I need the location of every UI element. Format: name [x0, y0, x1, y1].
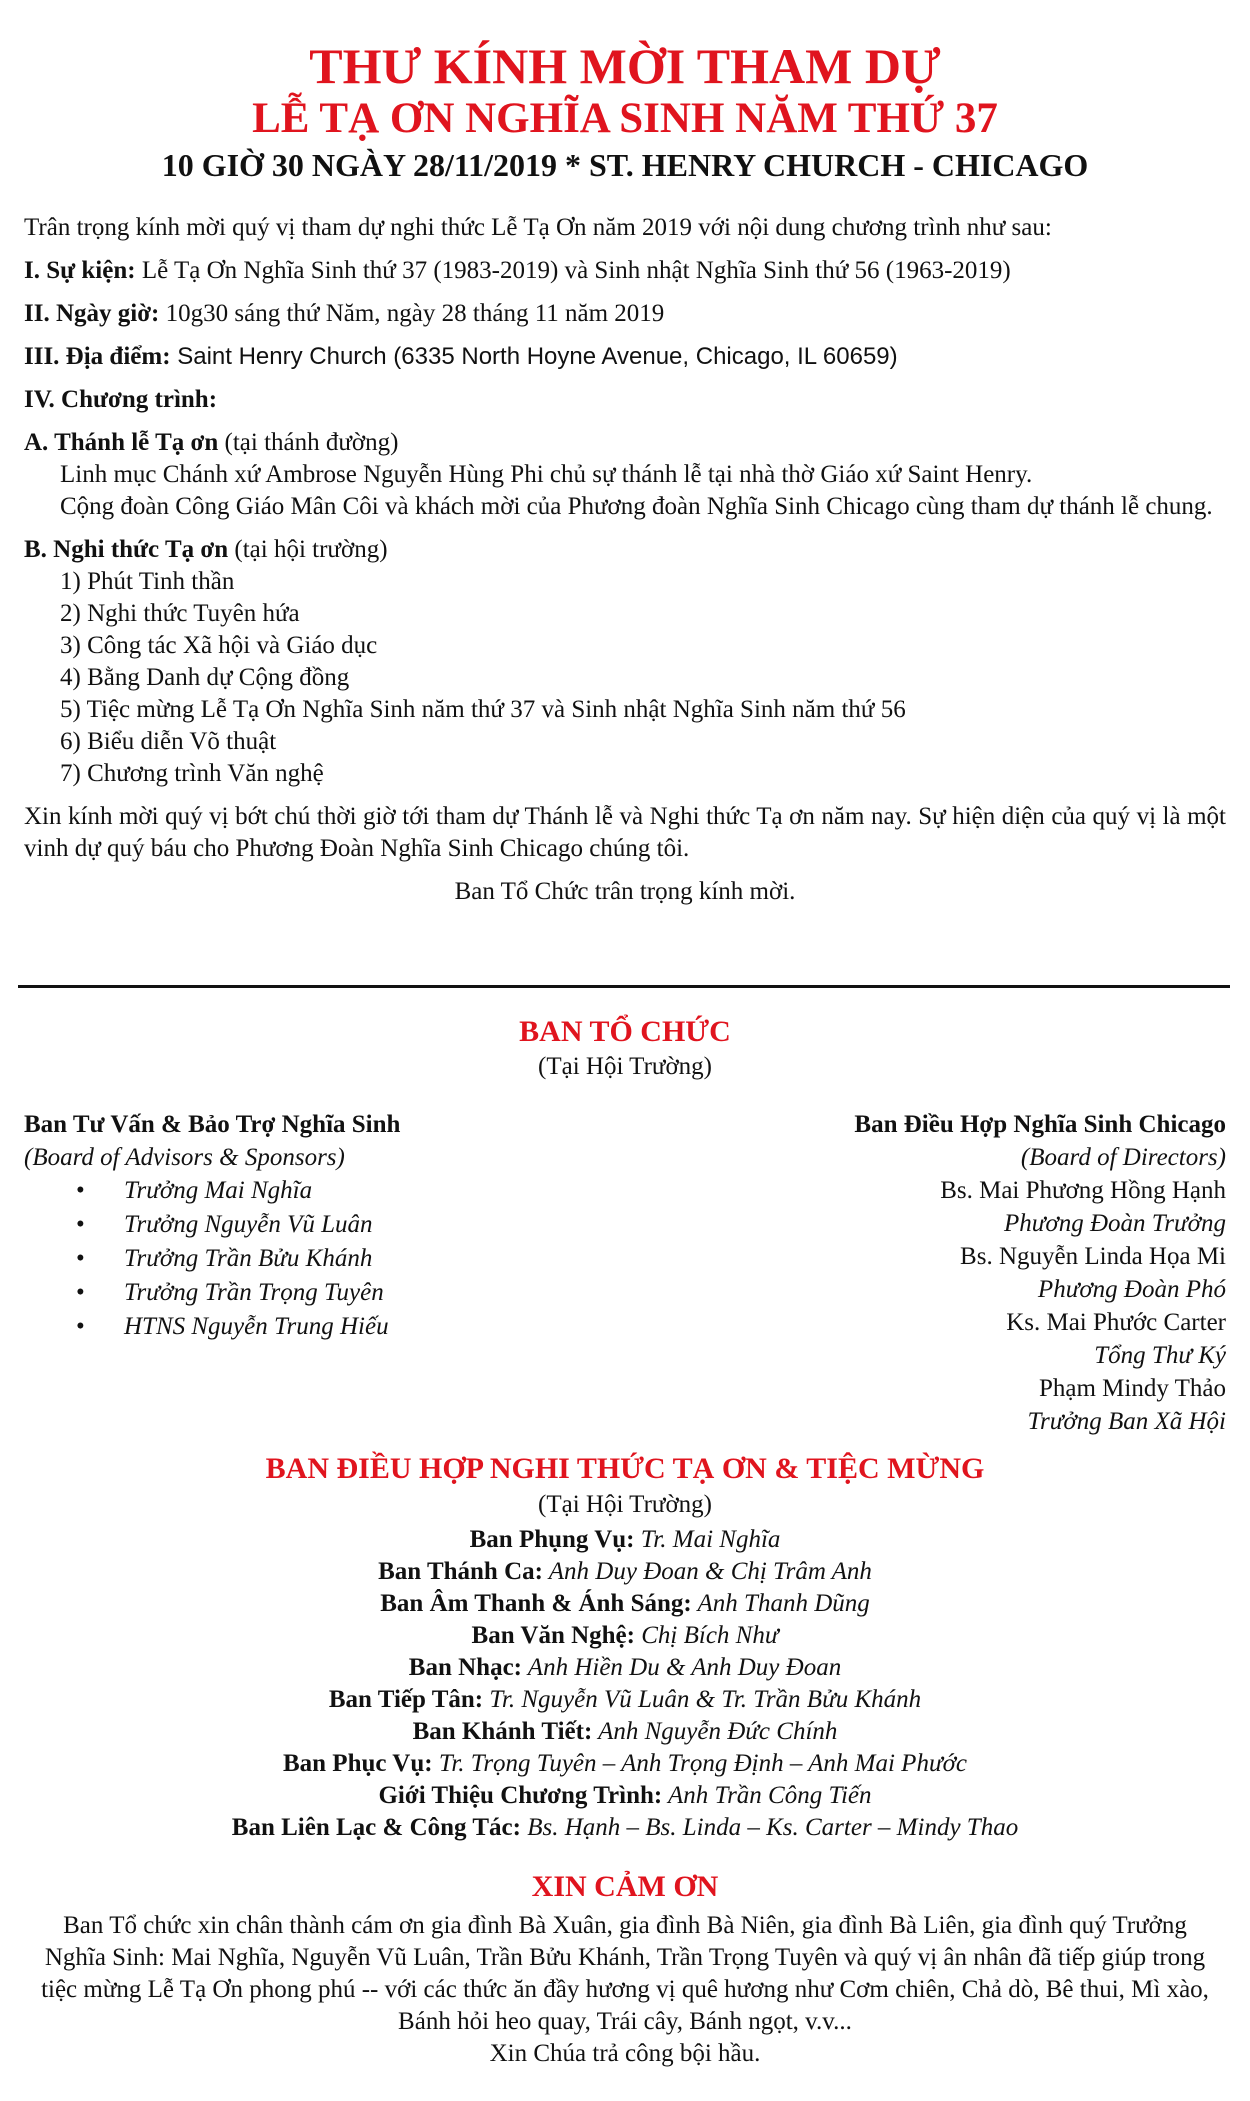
role-value: Tr. Nguyễn Vũ Luân & Tr. Trần Bửu Khánh — [483, 1686, 922, 1713]
section-a-line1: Linh mục Chánh xứ Ambrose Nguyễn Hùng Phi chủ sự thánh lễ tại nhà thờ Giáo xứ Saint Henry. — [60, 461, 1033, 488]
director-name: Bs. Nguyễn Linda Họa Mi — [960, 1243, 1226, 1270]
program-item: 5) Tiệc mừng Lễ Tạ Ơn Nghĩa Sinh năm thứ 37 và Sinh nhật Nghĩa Sinh năm thứ 56 — [60, 696, 906, 723]
role-line — [0, 1684, 1250, 1716]
role-value: Chị Bích Như — [634, 1622, 779, 1649]
role-label: Ban Thánh Ca: — [378, 1558, 543, 1585]
list-item: • Trưởng Mai Nghĩa — [24, 1174, 584, 1208]
location-text: Saint Henry Church (6335 North Hoyne Avenue, Chicago, IL 60659) — [170, 343, 898, 370]
role-value: Anh Thanh Dũng — [691, 1590, 870, 1617]
director-role: Trưởng Ban Xã Hội — [1027, 1408, 1226, 1435]
directors-heading: Ban Điều Hợp Nghĩa Sinh Chicago — [854, 1111, 1226, 1138]
location-line — [24, 341, 1226, 373]
director-role: Phương Đoàn Phó — [1037, 1276, 1226, 1303]
section-b-heading — [24, 534, 1226, 566]
section-b-label: B. Nghi thức Tạ ơn — [24, 536, 229, 563]
location-label: III. Địa điểm: — [24, 343, 171, 370]
datetime-line — [24, 298, 1226, 330]
role-line — [0, 1652, 1250, 1684]
director-role: Tổng Thư Ký — [1094, 1342, 1226, 1369]
role-label: Ban Tiếp Tân: — [328, 1686, 484, 1713]
role-line — [0, 1780, 1250, 1812]
role-line — [0, 1556, 1250, 1588]
program-item: 7) Chương trình Văn nghệ — [60, 760, 324, 787]
section-divider — [18, 985, 1230, 988]
role-value: Anh Trần Công Tiến — [662, 1782, 872, 1809]
role-line — [0, 1588, 1250, 1620]
role-line — [0, 1620, 1250, 1652]
directors-column — [666, 1108, 1226, 1438]
role-label: Ban Nhạc: — [408, 1654, 522, 1681]
section-b-place: (tại hội trường) — [228, 536, 388, 563]
list-item: • Trưởng Trần Bửu Khánh — [24, 1242, 584, 1276]
role-line — [0, 1748, 1250, 1780]
role-label: Ban Liên Lạc & Công Tác: — [231, 1814, 521, 1841]
advisors-heading: Ban Tư Vấn & Bảo Trợ Nghĩa Sinh — [24, 1111, 401, 1138]
title-invitation: THƯ KÍNH MỜI THAM DỰ — [309, 38, 941, 94]
title-datetime-location: 10 GIỜ 30 NGÀY 28/11/2019 * ST. HENRY CHURCH - CHICAGO — [161, 147, 1089, 183]
organizers-title: BAN TỔ CHỨC — [519, 1015, 731, 1048]
role-label: Giới Thiệu Chương Trình: — [378, 1782, 663, 1809]
datetime-text: 10g30 sáng thứ Năm, ngày 28 tháng 11 năm 2019 — [159, 300, 665, 327]
program-item: 4) Bằng Danh dự Cộng đồng — [60, 664, 350, 691]
section-a-line2: Cộng đoàn Công Giáo Mân Côi và khách mời của Phương đoàn Nghĩa Sinh Chicago cùng tham dự thánh lễ chung. — [60, 493, 1213, 520]
role-value: Anh Nguyễn Đức Chính — [592, 1718, 838, 1745]
role-line — [0, 1716, 1250, 1748]
intro-text: Trân trọng kính mời quý vị tham dự nghi thức Lễ Tạ Ơn năm 2019 với nội dung chương trình như sau: — [24, 214, 1052, 241]
thanks-title: XIN CẢM ƠN — [531, 1870, 719, 1903]
role-label: Ban Âm Thanh & Ánh Sáng: — [380, 1590, 692, 1617]
director-role: Phương Đoàn Trưởng — [1003, 1210, 1226, 1237]
role-label: Ban Khánh Tiết: — [412, 1718, 593, 1745]
title-event: LỄ TẠ ƠN NGHĨA SINH NĂM THỨ 37 — [252, 95, 998, 142]
ceremony-title: BAN ĐIỀU HỢP NGHI THỨC TẠ ƠN & TIỆC MỪNG — [265, 1452, 985, 1485]
role-label: Ban Phụng Vụ: — [469, 1526, 635, 1553]
ceremony-subtitle: (Tại Hội Trường) — [538, 1491, 712, 1518]
role-value: Tr. Mai Nghĩa — [634, 1526, 781, 1553]
program-item: 1) Phút Tinh thần — [60, 568, 235, 595]
director-name: Phạm Mindy Thảo — [1038, 1375, 1226, 1402]
thanks-text: Ban Tổ chức xin chân thành cám ơn gia đình Bà Xuân, gia đình Bà Niên, gia đình Bà Liên, gia đình quý Trưởng Nghĩa Sinh: Mai Nghĩa, Nguyễn Vũ Luân, Trần Bửu Khánh, Trần Trọng Tuyên và quý vị ân nhân đã tiếp giúp trong tiệc mừng Lễ Tạ Ơn phong phú -- với các thức ăn đầy hương vị quê hương như Cơm chiên, Chả dò, Bê thui, Mì xào, Bánh hỏi heo quay, Trái cây, Bánh ngọt, v.v... — [41, 1912, 1209, 2035]
role-line — [0, 1812, 1250, 1844]
directors-subheading: (Board of Directors) — [1020, 1144, 1226, 1171]
thanks-body — [30, 1910, 1220, 2070]
role-value: Bs. Hạnh – Bs. Linda – Ks. Carter – Mindy Thao — [520, 1814, 1019, 1841]
role-line — [0, 1524, 1250, 1556]
event-text: Lễ Tạ Ơn Nghĩa Sinh thứ 37 (1983-2019) và Sinh nhật Nghĩa Sinh thứ 56 (1963-2019) — [135, 257, 1011, 284]
datetime-label: II. Ngày giờ: — [24, 300, 160, 327]
list-item: • Trưởng Nguyễn Vũ Luân — [24, 1208, 584, 1242]
event-line — [24, 255, 1226, 287]
list-item: • HTNS Nguyễn Trung Hiếu — [24, 1310, 584, 1344]
director-name: Ks. Mai Phước Carter — [1006, 1309, 1226, 1336]
section-a-label: A. Thánh lễ Tạ ơn — [24, 429, 219, 456]
role-value: Anh Duy Đoan & Chị Trâm Anh — [542, 1558, 872, 1585]
program-label: IV. Chương trình: — [24, 386, 218, 413]
list-item: • Trưởng Trần Trọng Tuyên — [24, 1276, 584, 1310]
role-value: Anh Hiền Du & Anh Duy Đoan — [522, 1654, 842, 1681]
ceremony-roles — [0, 1524, 1250, 1844]
signoff-text: Ban Tổ Chức trân trọng kính mời. — [454, 878, 796, 905]
role-value: Tr. Trọng Tuyên – Anh Trọng Định – Anh Mai Phước — [432, 1750, 968, 1777]
program-item: 3) Công tác Xã hội và Giáo dục — [60, 632, 378, 659]
invitation-body — [24, 212, 1226, 908]
section-a-place: (tại thánh đường) — [218, 429, 399, 456]
advisors-list — [24, 1174, 584, 1344]
director-name: Bs. Mai Phương Hồng Hạnh — [940, 1177, 1226, 1204]
advisors-column — [24, 1108, 584, 1344]
role-label: Ban Văn Nghệ: — [471, 1622, 635, 1649]
program-item: 6) Biểu diễn Võ thuật — [60, 728, 277, 755]
section-a-heading — [24, 427, 1226, 459]
advisors-subheading: (Board of Advisors & Sponsors) — [24, 1144, 345, 1171]
program-item: 2) Nghi thức Tuyên hứa — [60, 600, 300, 627]
role-label: Ban Phục Vụ: — [282, 1750, 433, 1777]
organizers-subtitle: (Tại Hội Trường) — [538, 1053, 712, 1080]
event-label: I. Sự kiện: — [24, 257, 136, 284]
blessing-text: Xin Chúa trả công bội hầu. — [489, 2040, 761, 2067]
closing-text: Xin kính mời quý vị bớt chú thời giờ tới tham dự Thánh lễ và Nghi thức Tạ ơn năm nay. Sự hiện diện của quý vị là một vinh dự quý báu cho Phương Đoàn Nghĩa Sinh Chicago chúng tôi. — [24, 803, 1226, 862]
